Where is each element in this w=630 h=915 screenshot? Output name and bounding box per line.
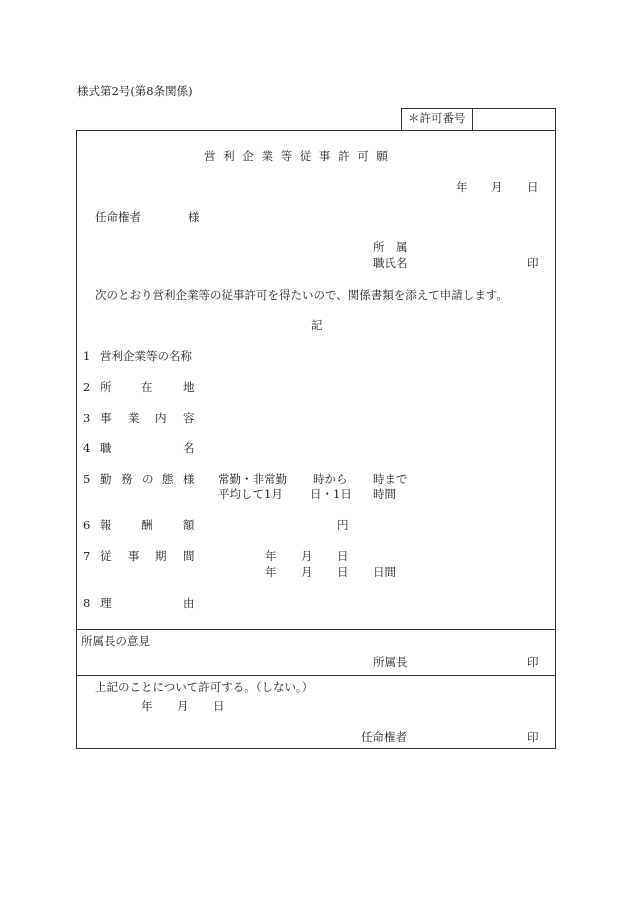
permit-number-field[interactable] (474, 110, 554, 129)
approval-authority: 任命権者 (361, 730, 407, 744)
item-2-number: 2 (83, 380, 91, 394)
opinion-label: 所属長の意見 (81, 634, 150, 648)
item-5-employment-type: 常勤・非常勤 (218, 472, 287, 486)
applicant-affiliation-label: 所 属 (373, 240, 408, 254)
form-frame (76, 130, 556, 749)
date-year: 年 (456, 180, 468, 194)
approval-year: 年 (141, 699, 153, 713)
item-7-char-2: 事 (128, 549, 140, 563)
item-5-hours: 時間 (373, 487, 396, 501)
item-7-char-1: 従 (100, 549, 112, 563)
item-6-number: 6 (83, 518, 91, 532)
item-2-char-3: 地 (183, 380, 195, 394)
item-4-char-1: 職 (100, 441, 112, 455)
item-5-number: 5 (83, 472, 91, 486)
item-5-char-5: 様 (183, 472, 195, 486)
item-6-char-1: 報 (100, 518, 112, 532)
divider-opinion (76, 629, 556, 630)
item-5-average: 平均して1月 (218, 487, 283, 501)
item-5-char-4: 態 (162, 472, 174, 486)
permit-number-label: ＊許可番号 (408, 111, 466, 125)
item-3-char-4: 容 (183, 411, 195, 425)
item-7-char-3: 期 (155, 549, 167, 563)
divider-approval (76, 675, 556, 676)
form-title: 営 利 企 業 等 従 事 許 可 願 (204, 149, 390, 163)
item-6-yen: 円 (337, 518, 349, 532)
addressee-authority: 任命権者 (95, 210, 141, 224)
addressee-honorific: 様 (188, 210, 200, 224)
item-2-char-2: 在 (141, 380, 153, 394)
item-6-char-3: 額 (183, 518, 195, 532)
item-5-char-1: 勤 (100, 472, 112, 486)
item-5-to: 時まで (373, 472, 408, 486)
item-8-number: 8 (83, 596, 91, 610)
item-7-end-month: 月 (301, 565, 313, 579)
permit-number-divider (472, 108, 473, 131)
request-text: 次のとおり営利企業等の従事許可を得たいので、関係書類を添えて申請します。 (95, 288, 508, 302)
item-5-char-3: の (142, 472, 154, 486)
applicant-name-label: 職氏名 (373, 256, 408, 270)
opinion-seal: 印 (527, 655, 539, 669)
item-2-char-1: 所 (100, 380, 112, 394)
approval-day: 日 (213, 699, 225, 713)
item-7-char-4: 間 (183, 549, 195, 563)
date-day: 日 (527, 180, 539, 194)
item-7-start-year: 年 (265, 549, 277, 563)
date-month: 月 (491, 180, 503, 194)
item-7-start-day: 日 (337, 549, 349, 563)
item-7-start-month: 月 (301, 549, 313, 563)
item-5-from: 時から (313, 472, 348, 486)
item-7-number: 7 (83, 549, 91, 563)
item-8-char-1: 理 (100, 596, 112, 610)
item-6-char-2: 酬 (141, 518, 153, 532)
opinion-head-label: 所属長 (373, 655, 408, 669)
approval-text: 上記のことについて許可する。（しない。） (95, 680, 314, 694)
item-7-end-year: 年 (265, 565, 277, 579)
item-4-number: 4 (83, 441, 91, 455)
item-5-days: 日・1日 (310, 487, 352, 501)
item-7-end-day: 日 (337, 565, 349, 579)
item-5-char-2: 務 (121, 472, 133, 486)
applicant-seal: 印 (527, 256, 539, 270)
item-4-char-2: 名 (183, 441, 195, 455)
item-1-label: 営利企業等の名称 (100, 349, 192, 363)
ki-mark: 記 (311, 318, 323, 332)
approval-seal: 印 (527, 730, 539, 744)
approval-month: 月 (177, 699, 189, 713)
form-number: 様式第2号(第8条関係) (77, 84, 193, 98)
item-7-total-days: 日間 (373, 565, 396, 579)
item-1-number: 1 (83, 349, 91, 363)
item-3-char-2: 業 (128, 411, 140, 425)
item-3-char-1: 事 (100, 411, 112, 425)
item-8-char-2: 由 (183, 596, 195, 610)
item-3-number: 3 (83, 411, 91, 425)
item-3-char-3: 内 (155, 411, 167, 425)
